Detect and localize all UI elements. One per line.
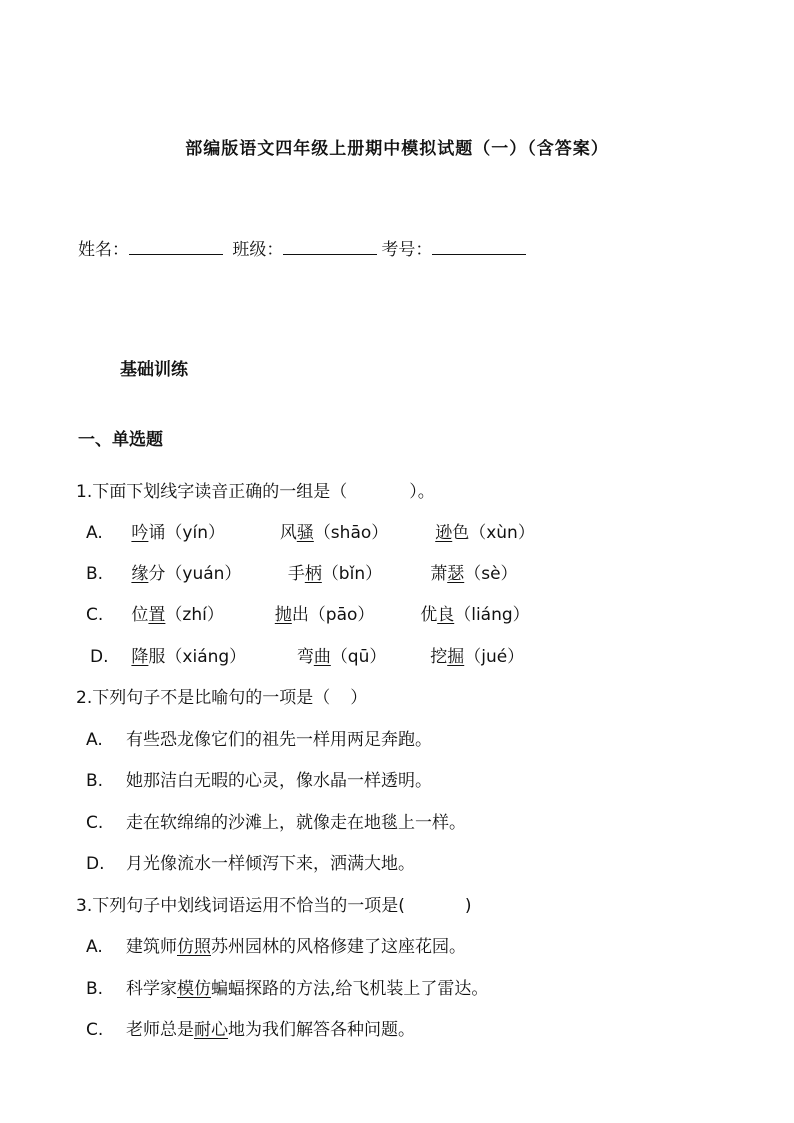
question-3-option-c: C. 老师总是耐心地为我们解答各种问题。 <box>86 1020 415 1040</box>
question-2-stem-end: ） <box>350 688 368 708</box>
question-2-option-b <box>86 766 432 791</box>
option-letter: D. <box>86 854 105 874</box>
question-2-option-d <box>86 849 415 874</box>
underlined-term: 模仿 <box>177 979 211 999</box>
number-blank <box>432 252 526 255</box>
option-item: 缘分（yuán） <box>131 564 242 584</box>
option-letter: C. <box>86 813 104 833</box>
option-item: 弯曲（qū） <box>296 647 387 667</box>
option-item: 挖掘（jué） <box>430 647 525 667</box>
student-info-row <box>78 235 530 260</box>
name-blank <box>129 252 223 255</box>
question-1-option-c <box>86 600 530 625</box>
option-letter: A. <box>86 937 103 957</box>
option-item: 抛出（pāo） <box>274 605 375 625</box>
option-letter: A. <box>86 523 103 543</box>
number-label: 考号： <box>381 240 433 260</box>
option-letter: B. <box>86 564 104 584</box>
option-letter: C. <box>86 605 104 625</box>
underlined-term: 耐心 <box>194 1020 228 1040</box>
option-letter: A. <box>86 730 103 750</box>
question-3-option-b: B. 科学家模仿蝙蝠探路的方法,给飞机装上了雷达。 <box>86 979 489 999</box>
question-1-option-d <box>90 642 524 667</box>
option-text: 月光像流水一样倾泻下来，洒满大地。 <box>126 854 415 874</box>
option-letter: B. <box>86 979 104 999</box>
name-label: 姓名： <box>78 240 129 260</box>
question-1-stem-end: ）。 <box>409 482 435 502</box>
option-text: 走在软绵绵的沙滩上，就像走在地毯上一样。 <box>126 813 466 833</box>
section-basic-training: 基础训练 <box>120 360 188 380</box>
option-item: 萧瑟（sè） <box>430 564 518 584</box>
question-2 <box>76 683 367 708</box>
option-letter: B. <box>86 771 104 791</box>
option-letter: D. <box>90 647 109 667</box>
class-blank <box>283 252 377 255</box>
question-1-stem: 1.下面下划线字读音正确的一组是（ <box>76 482 348 502</box>
question-1-option-b <box>86 559 518 584</box>
question-1 <box>76 477 435 502</box>
question-3-option-a: A. 建筑师仿照苏州园林的风格修建了这座花园。 <box>86 937 466 957</box>
question-2-stem: 2.下列句子不是比喻句的一项是（ <box>76 688 331 708</box>
option-item: 降服（xiáng） <box>131 647 247 667</box>
option-item: 手柄（bǐn） <box>287 564 383 584</box>
option-item: 逊色（xùn） <box>435 523 535 543</box>
question-1-option-a <box>86 518 535 543</box>
class-label: 班级： <box>232 240 284 260</box>
underlined-term: 仿照 <box>177 937 211 957</box>
question-3 <box>76 891 472 916</box>
option-item: 风骚（shāo） <box>279 523 389 543</box>
question-2-option-a <box>86 725 432 750</box>
section-single-choice: 一、单选题 <box>78 430 163 450</box>
question-2-option-c <box>86 808 466 833</box>
document-title: 部编版语文四年级上册期中模拟试题（一）（含答案） <box>185 139 609 159</box>
option-item: 优良（liáng） <box>420 605 530 625</box>
question-3-stem: 3.下列句子中划线词语运用不恰当的一项是( <box>76 896 405 916</box>
question-3-stem-end: ) <box>464 896 472 916</box>
option-text: 她那洁白无暇的心灵，像水晶一样透明。 <box>126 771 432 791</box>
option-text: 有些恐龙像它们的祖先一样用两足奔跑。 <box>126 730 432 750</box>
option-letter: C. <box>86 1020 104 1040</box>
option-item: 位置（zhí） <box>131 605 224 625</box>
option-item: 吟诵（yín） <box>131 523 225 543</box>
